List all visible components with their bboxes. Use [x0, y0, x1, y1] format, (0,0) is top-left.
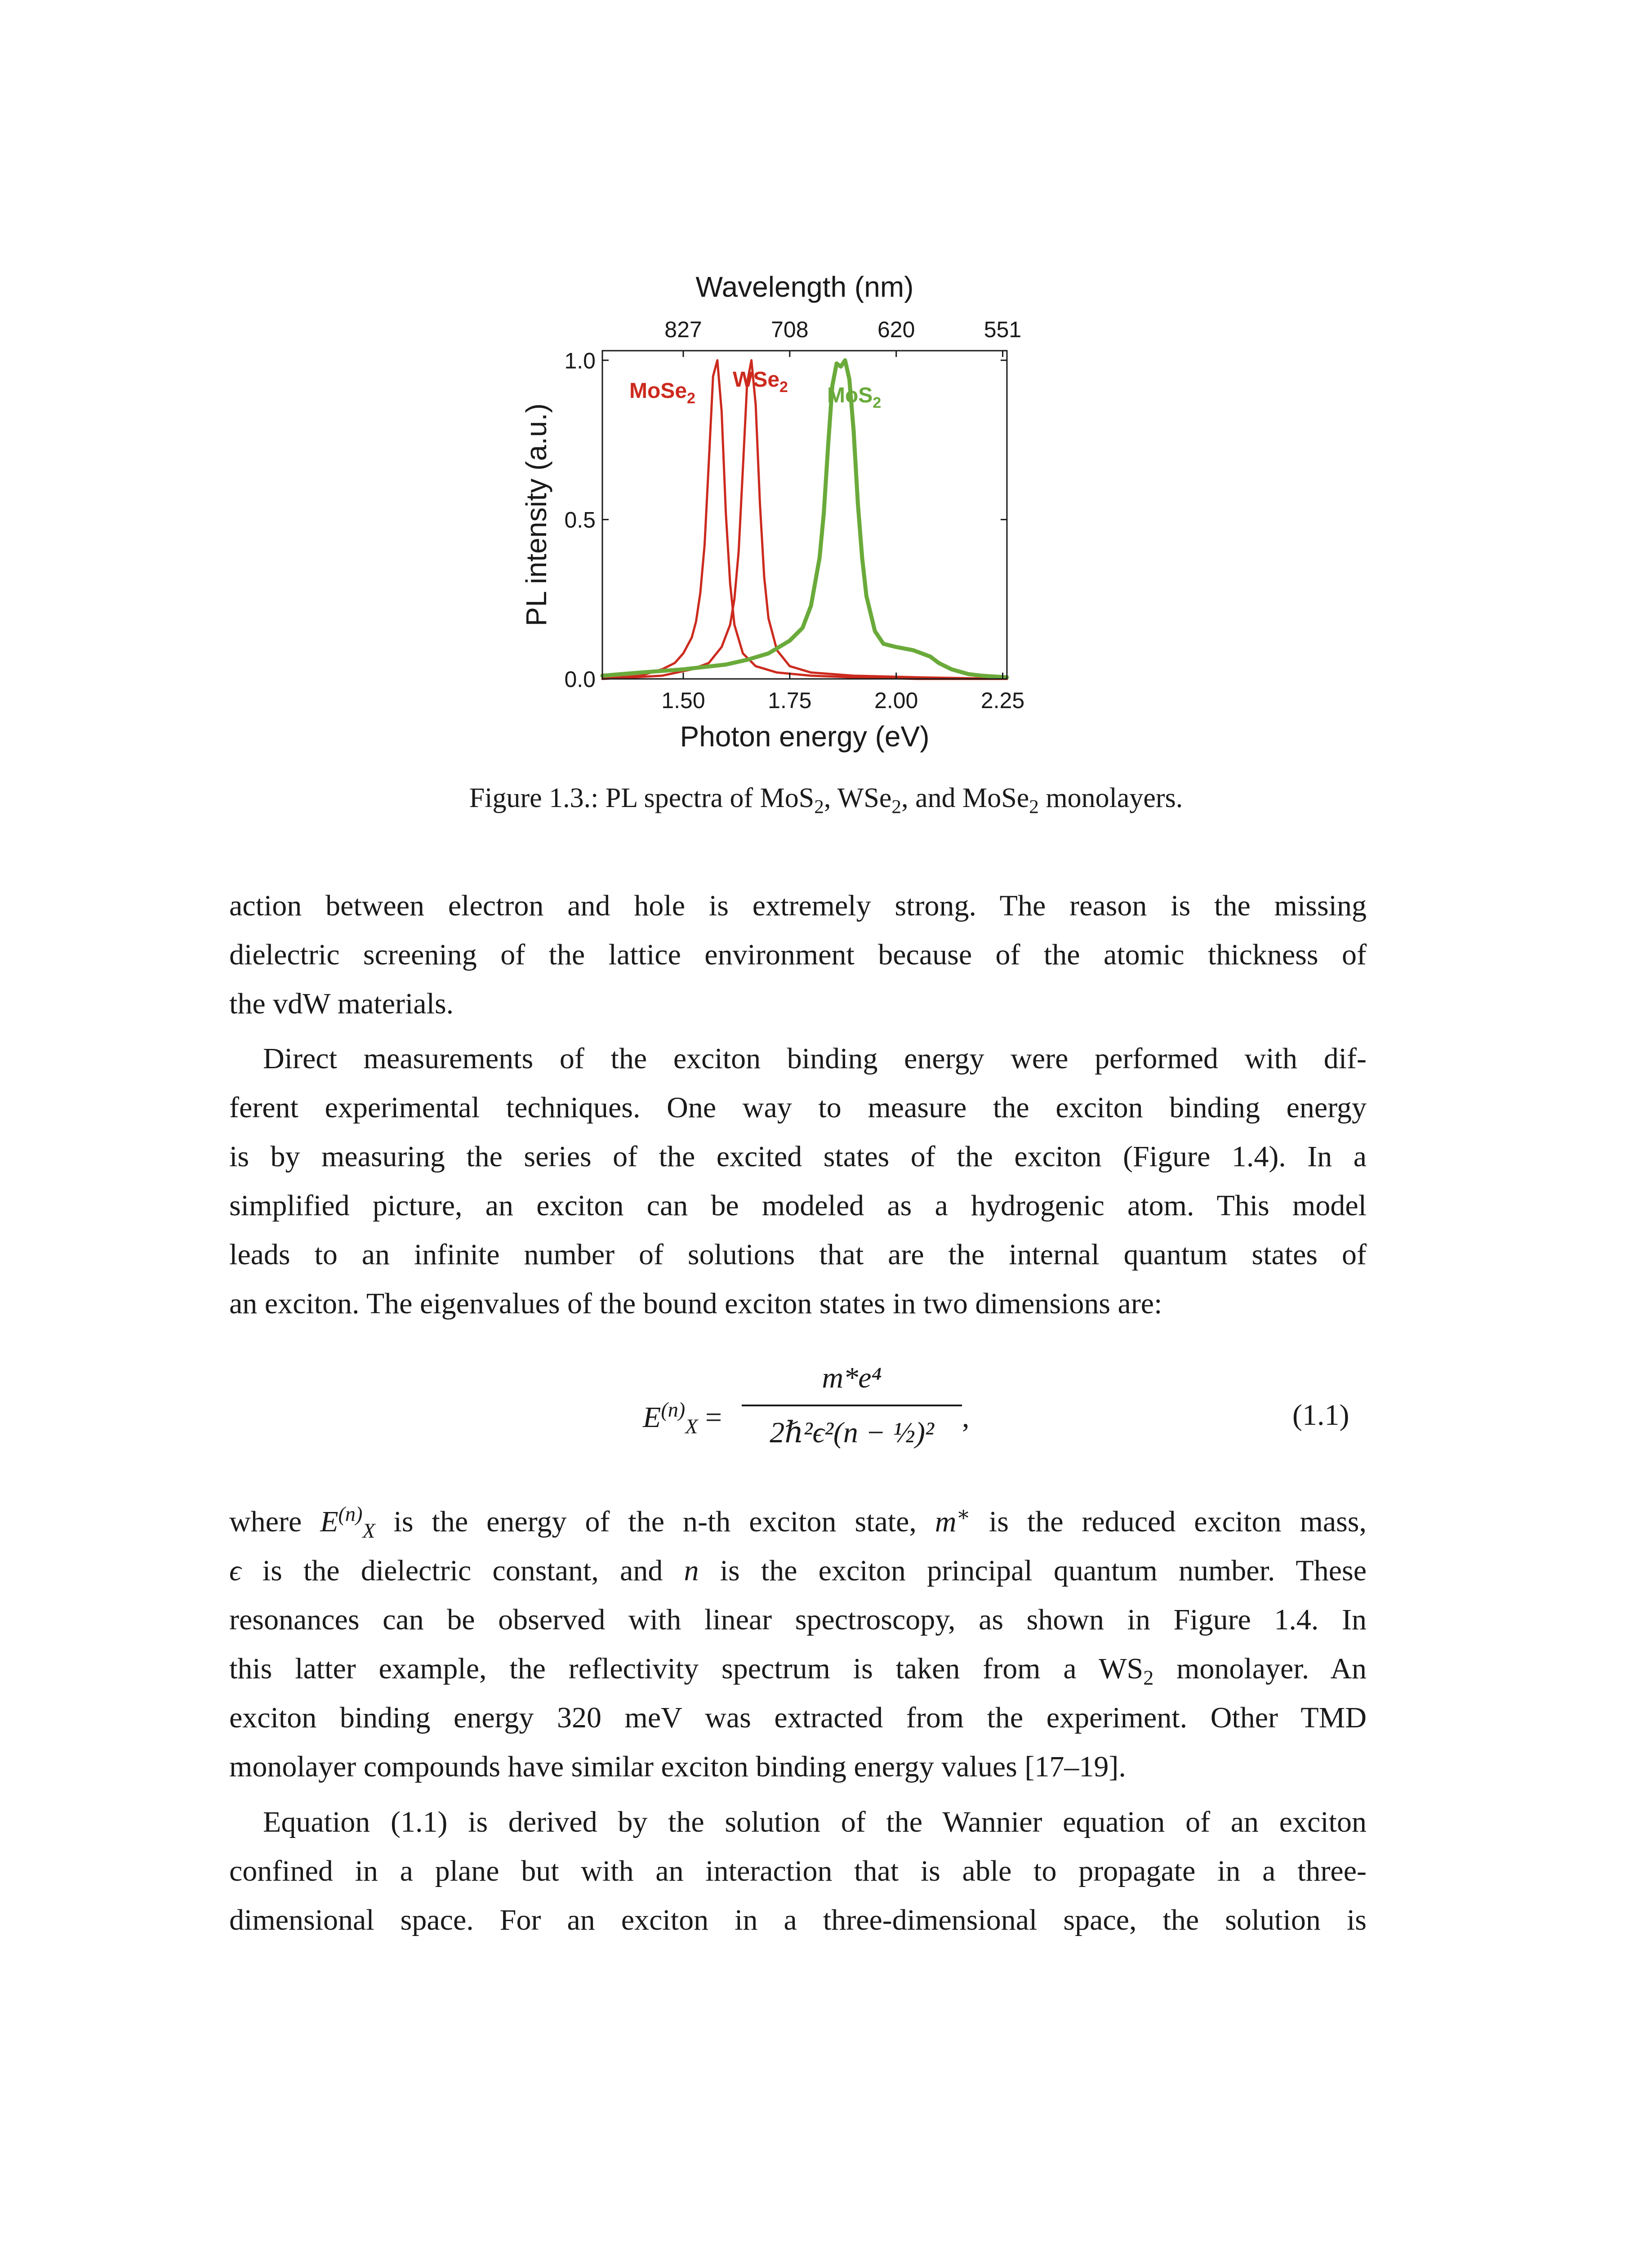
- top-tick-label-827: 827: [664, 317, 702, 342]
- p3-l1-a: where: [229, 1505, 321, 1538]
- caption-suffix: monolayers.: [1038, 783, 1183, 813]
- caption-sub-1: 2: [814, 796, 824, 818]
- p2-line-4: simplified picture, an exciton can be modeled as a hydrogenic atom. This model: [229, 1189, 1367, 1222]
- p1-line-1: action between electron and hole is extremely strong. The reason is the missing: [229, 889, 1367, 922]
- series-line-mos2: [602, 360, 1007, 677]
- series-label-mose2: MoSe$_2$: [629, 379, 695, 407]
- p3-l4-a: this latter example, the reflectivity spectrum is taken from a WS: [229, 1652, 1144, 1685]
- pl-spectra-chart: [512, 265, 1079, 769]
- p3-l2-b: is the dielectric constant, and: [241, 1554, 684, 1587]
- caption-sub-2: 2: [891, 796, 902, 818]
- x-tick-label-2.25: 2.25: [980, 688, 1025, 713]
- x-tick-label-1.50: 1.50: [661, 688, 705, 713]
- p3-l4-b: monolayer. An: [1153, 1652, 1367, 1685]
- p3-line-3: resonances can be observed with linear spectroscopy, as shown in Figure 1.4. In: [229, 1603, 1367, 1636]
- figure-1-3: [512, 265, 1079, 769]
- y-tick-label-1.0: 1.0: [564, 348, 596, 374]
- p2-line-1: Direct measurements of the exciton binding energy were performed with dif-: [263, 1042, 1367, 1075]
- top-tick-label-620: 620: [877, 317, 915, 342]
- p2-line-3: is by measuring the series of the excited states of the exciton (Figure 1.4). In a: [229, 1140, 1367, 1173]
- p3-epsilon: ϵ: [229, 1554, 241, 1587]
- caption-prefix: Figure 1.3.: PL spectra of MoS: [469, 783, 815, 813]
- eq-denominator: 2ℏ²ϵ²(n − ½)²: [770, 1416, 934, 1449]
- top-tick-label-551: 551: [984, 317, 1022, 342]
- p1-line-3: the vdW materials.: [229, 987, 454, 1020]
- series-line-mose2: [602, 360, 1007, 679]
- p3-line-6: monolayer compounds have similar exciton binding energy values [17–19].: [229, 1750, 1126, 1783]
- y-tick-label-0.0: 0.0: [564, 667, 596, 692]
- p2-line-2: ferent experimental techniques. One way to measure the exciton binding energy: [229, 1091, 1367, 1124]
- equation-lhs: [643, 1398, 722, 1438]
- eq-lhs-sub: X: [685, 1415, 698, 1438]
- series-label-wse2: WSe$_2$: [733, 368, 788, 396]
- p4-line-1: Equation (1.1) is derived by the solution of the Wannier equation of an exciton: [263, 1806, 1367, 1838]
- p3-l4-sub: 2: [1143, 1666, 1154, 1690]
- eq-equals: =: [705, 1401, 722, 1434]
- p3-l1-c: is the reduced exciton mass,: [970, 1505, 1367, 1538]
- equation-1-1: [0, 1353, 1652, 1488]
- caption-mid-1: , WSe: [824, 783, 892, 813]
- p3-n-symbol: n: [684, 1554, 699, 1587]
- p3-line-1: [229, 1497, 1367, 1547]
- p2-line-5: leads to an infinite number of solutions that are the internal quantum states of: [229, 1238, 1367, 1271]
- top-axis-label: Wavelength (nm): [695, 271, 914, 303]
- x-axis-label: Photon energy (eV): [680, 720, 930, 753]
- x-tick-label-2.00: 2.00: [874, 688, 918, 713]
- eq-trailing-comma: ,: [962, 1401, 970, 1434]
- y-axis-label: PL intensity (a.u.): [520, 403, 552, 626]
- eq-fraction-bar: [742, 1405, 962, 1406]
- p3-l1-b: is the energy of the n-th exciton state,: [375, 1505, 935, 1538]
- p1-line-2: dielectric screening of the lattice environment because of the atomic thickness of: [229, 938, 1367, 971]
- p3-mass-symbol: m∗: [935, 1503, 971, 1538]
- eq-numerator: m*e⁴: [822, 1361, 882, 1394]
- p3-l2-c: is the exciton principal quantum number. These: [699, 1554, 1367, 1587]
- equation-number: (1.1): [1292, 1399, 1349, 1432]
- caption-mid-2: , and MoSe: [901, 783, 1029, 813]
- p3-energy-symbol: $E^{(n)}_X$: [320, 1503, 375, 1543]
- p2-line-6: an exciton. The eigenvalues of the bound exciton states in two dimensions are:: [229, 1287, 1162, 1320]
- y-tick-label-0.5: 0.5: [564, 507, 596, 533]
- p4-line-3: dimensional space. For an exciton in a three-dimensional space, the solution is: [229, 1904, 1367, 1936]
- p3-line-5: exciton binding energy 320 meV was extracted from the experiment. Other TMD: [229, 1701, 1367, 1734]
- equation-fraction: [742, 1353, 962, 1458]
- x-tick-label-1.75: 1.75: [768, 688, 812, 713]
- caption-sub-3: 2: [1029, 796, 1039, 818]
- top-tick-label-708: 708: [771, 317, 809, 342]
- series-label-mos2: MoS$_2$: [827, 384, 882, 411]
- eq-lhs-base: E: [643, 1401, 661, 1434]
- figure-caption: [0, 780, 1652, 816]
- series-line-wse2: [602, 360, 1007, 679]
- eq-lhs-sup: (n): [661, 1398, 686, 1421]
- p3-line-4: [229, 1644, 1367, 1694]
- p3-line-2: [229, 1546, 1367, 1596]
- p4-line-2: confined in a plane but with an interaction that is able to propagate in a three-: [229, 1855, 1367, 1887]
